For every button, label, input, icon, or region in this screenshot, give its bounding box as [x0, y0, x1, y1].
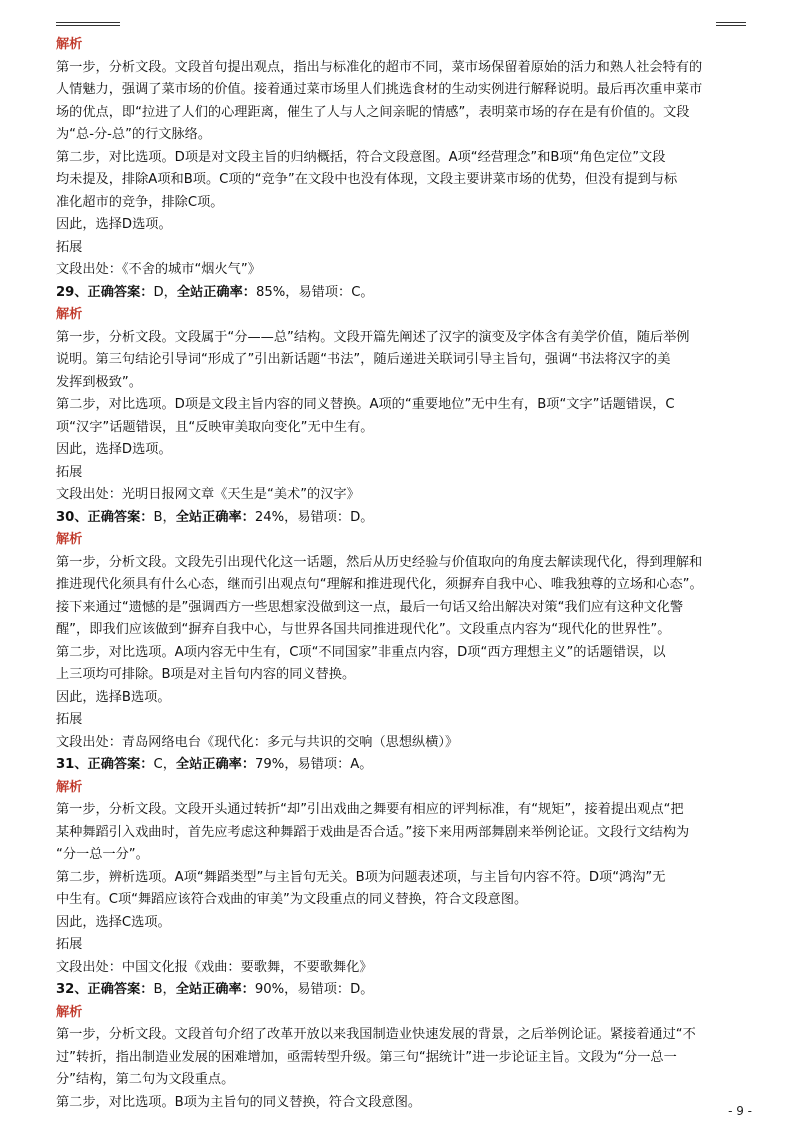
answer-label: 正确答案： — [87, 509, 154, 525]
analysis-line: 准化超市的竞争，排除C项。 — [56, 194, 224, 210]
analysis-line: 第二步，对比选项。B项为主旨句的同义替换，符合文段意图。 — [56, 1094, 422, 1110]
answer-analysis-content — [56, 34, 748, 1114]
wrong-option: 易错项：D。 — [297, 509, 374, 525]
analysis-heading: 解析 — [56, 1004, 83, 1020]
accuracy-value: 79%， — [255, 757, 298, 772]
analysis-line: 过”转折，指出制造业发展的困难增加，亟需转型升级。第三句“据统计”进一步论证主旨。文段为“分一总一 — [56, 1049, 677, 1065]
analysis-line: 第一步，分析文段。文段开头通过转折“却”引出戏曲之舞要有相应的评判标准，有“规矩”，接着提出观点“把 — [56, 802, 684, 817]
question-number: 31、 — [56, 757, 88, 772]
source-line: 文段出处：青岛网络电台《现代化：多元与共识的交响（思想纵横）》 — [56, 734, 459, 750]
analysis-line: 说明。第三句结论引导词“形成了”引出新话题“书法”，随后递进关联词引导主旨句，强调“书法将汉字的美 — [56, 352, 671, 367]
extension-heading: 拓展 — [56, 937, 83, 952]
accuracy-label: 全站正确率： — [176, 284, 256, 300]
answer-value: C， — [153, 757, 176, 772]
header-rule-right — [716, 22, 746, 26]
question-number: 29、 — [56, 284, 88, 300]
analysis-line: 上三项均可排除。B项是对主旨句内容的同义替换。 — [56, 667, 356, 682]
analysis-line: 项“汉字”话题错误，且“反映审美取向变化”无中生有。 — [56, 419, 374, 435]
accuracy-value: 24%， — [254, 509, 298, 525]
wrong-option: 易错项：D。 — [297, 982, 374, 997]
answer-value: B， — [153, 982, 176, 997]
analysis-heading: 解析 — [56, 37, 83, 52]
source-line: 文段出处：《不舍的城市“烟火气”》 — [56, 262, 261, 277]
question-number: 30、 — [56, 509, 88, 525]
analysis-line: 分”结构，第二句为文段重点。 — [56, 1072, 235, 1087]
analysis-line: 人情魅力，强调了菜市场的价值。接着通过菜市场里人们挑选食材的生动实例进行解释说明。最后再次重申菜市 — [56, 82, 703, 97]
analysis-line: 第二步，辨析选项。A项“舞蹈类型”与主旨句无关。B项为问题表述项，与主旨句内容不符。D项“鸿沟”无 — [56, 869, 666, 885]
analysis-line: 场的优点，即“拉进了人们的心理距离，催生了人与人之间亲昵的情感”，表明菜市场的存在是有价值的。文段 — [56, 104, 690, 120]
analysis-heading: 解析 — [56, 307, 83, 322]
analysis-heading: 解析 — [56, 779, 83, 795]
answer-value: D， — [153, 284, 177, 300]
analysis-line: 因此，选择C选项。 — [56, 914, 171, 930]
analysis-line: 接下来通过“遗憾的是”强调西方一些思想家没做到这一点，最后一句话又给出解决对策“我们应有这种文化警 — [56, 599, 684, 615]
answer-value: B， — [153, 509, 176, 525]
analysis-line: 第一步，分析文段。文段属于“分——总”结构。文段开篇先阐述了汉字的演变及字体含有美学价值，随后举例 — [56, 329, 690, 345]
section-q28 — [56, 34, 748, 282]
answer-label: 正确答案： — [87, 757, 154, 772]
analysis-line: 为“总-分-总”的行文脉络。 — [56, 127, 212, 142]
question-number: 32、 — [56, 982, 88, 997]
header-rule-left — [56, 22, 120, 26]
analysis-heading: 解析 — [56, 532, 83, 547]
question-answer-line — [56, 282, 748, 305]
analysis-line: 因此，选择D选项。 — [56, 217, 172, 232]
accuracy-value: 90%， — [254, 982, 298, 997]
question-answer-line — [56, 979, 748, 1002]
analysis-line: 某种舞蹈引入戏曲时，首先应考虑这种舞蹈于戏曲是否合适。”接下来用两部舞剧来举例论证。文段行文结构为 — [56, 824, 690, 840]
analysis-line: 因此，选择D选项。 — [56, 442, 172, 457]
analysis-line: 第一步，分析文段。文段先引出现代化这一话题，然后从历史经验与价值取向的角度去解读现代化，得到理解和 — [56, 554, 703, 570]
analysis-line: 第二步，对比选项。D项是文段主旨内容的同义替换。A项的“重要地位”无中生有，B项“文字”话题错误，C — [56, 397, 675, 412]
analysis-line: 推进现代化须具有什么心态，继而引出观点句“理解和推进现代化，须摒弃自我中心、唯我独尊的立场和心态”。 — [56, 577, 703, 592]
analysis-line: “分一总一分”。 — [56, 847, 149, 862]
analysis-line: 中生有。C项“舞蹈应该符合戏曲的审美”为文段重点的同义替换，符合文段意图。 — [56, 892, 528, 907]
analysis-line: 第一步，分析文段。文段首句提出观点，指出与标准化的超市不同，菜市场保留着原始的活力和熟人社会特有的 — [56, 59, 703, 75]
wrong-option: 易错项：A。 — [297, 757, 373, 772]
analysis-line: 第二步，对比选项。A项内容无中生有，C项“不同国家”非重点内容，D项“西方理想主义”的话题错误，以 — [56, 644, 666, 660]
page-number: - 9 - — [728, 1104, 752, 1118]
analysis-line: 因此，选择B选项。 — [56, 689, 171, 705]
extension-heading: 拓展 — [56, 712, 83, 727]
section-q30 — [56, 507, 748, 755]
answer-label: 正确答案： — [87, 284, 154, 300]
accuracy-value: 85%， — [255, 284, 299, 300]
question-answer-line — [56, 754, 748, 777]
extension-heading: 拓展 — [56, 239, 83, 255]
wrong-option: 易错项：C。 — [298, 284, 374, 300]
extension-heading: 拓展 — [56, 464, 83, 480]
analysis-line: 醒”，即我们应该做到“摒弃自我中心，与世界各国共同推进现代化”。文段重点内容为“现代化的世界性”。 — [56, 622, 671, 637]
section-q29 — [56, 282, 748, 507]
accuracy-label: 全站正确率： — [175, 509, 255, 525]
analysis-line: 第二步，对比选项。D项是对文段主旨的归纳概括，符合文段意图。A项“经营理念”和B项“角色定位”文段 — [56, 149, 666, 165]
analysis-line: 均未提及，排除A项和B项。C项的“竞争”在文段中也没有体现，文段主要讲菜市场的优势，但没有提到与标 — [56, 172, 678, 187]
section-q31 — [56, 754, 748, 979]
accuracy-label: 全站正确率： — [175, 982, 255, 997]
analysis-line: 发挥到极致”。 — [56, 374, 142, 390]
source-line: 文段出处：中国文化报《戏曲：要歌舞，不要歌舞化》 — [56, 959, 373, 975]
section-q32 — [56, 979, 748, 1114]
analysis-line: 第一步，分析文段。文段首句介绍了改革开放以来我国制造业快速发展的背景，之后举例论证。紧接着通过“不 — [56, 1027, 696, 1042]
question-answer-line — [56, 507, 748, 530]
answer-label: 正确答案： — [87, 982, 154, 997]
accuracy-label: 全站正确率： — [175, 757, 256, 772]
source-line: 文段出处：光明日报网文章《天生是“美术”的汉字》 — [56, 487, 360, 502]
